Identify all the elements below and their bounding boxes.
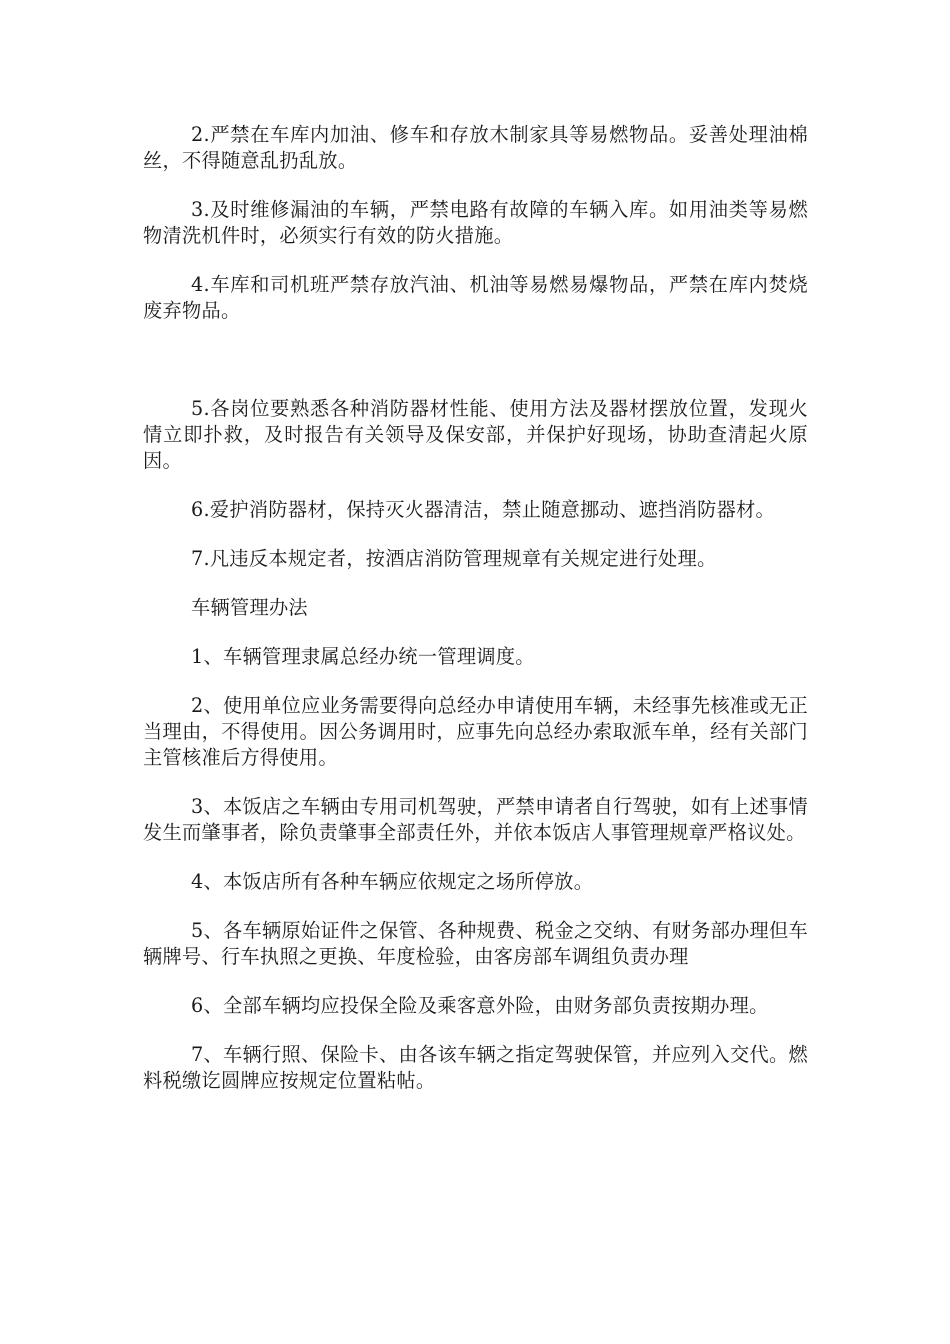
paragraph-fire-rule-7: 7.凡违反本规定者，按酒店消防管理规章有关规定进行处理。 — [191, 547, 717, 570]
paragraph-vehicle-rule-7: 7、车辆行照、保险卡、由各该车辆之指定驾驶保管，并应列入交代。燃料税缴讫圆牌应按规定位置粘帖。 — [143, 1043, 808, 1092]
paragraph-fire-rule-2: 2.严禁在车库内加油、修车和存放木制家具等易燃物品。妥善处理油棉丝，不得随意乱扔乱放。 — [143, 123, 808, 172]
paragraph-gap — [143, 670, 808, 693]
paragraph-gap — [143, 771, 808, 794]
document-body — [143, 122, 808, 1094]
paragraph-gap — [143, 846, 808, 869]
paragraph-fire-rule-3: 3.及时维修漏油的车辆，严禁电路有故障的车辆入库。如用油类等易燃物清洗机件时，必须实行有效的防火措施。 — [143, 198, 808, 247]
paragraph-vehicle-rule-6: 6、全部车辆均应投保全险及乘客意外险，由财务部负责按期办理。 — [191, 994, 769, 1017]
paragraph-gap — [143, 474, 808, 497]
paragraph-gap — [143, 572, 808, 595]
paragraph-gap — [143, 1019, 808, 1042]
paragraph-vehicle-rule-3: 3、本饭店之车辆由专用司机驾驶，严禁申请者自行驾驶，如有上述事情发生而肇事者，除负责肇事全部责任外，并依本饭店人事管理规章严格议处。 — [143, 795, 808, 844]
paragraph-gap — [143, 621, 808, 644]
paragraph-vehicle-rule-2: 2、使用单位应业务需要得向总经办申请使用车辆，未经事先核准或无正当理由，不得使用。因公务调用时，应事先向总经办索取派车单，经有关部门主管核准后方得使用。 — [143, 694, 808, 769]
paragraph-fire-rule-4: 4.车库和司机班严禁存放汽油、机油等易燃易爆物品，严禁在库内焚烧废弃物品。 — [143, 273, 808, 322]
section-heading: 车辆管理办法 — [191, 596, 308, 619]
paragraph-fire-rule-6: 6.爱护消防器材，保持灭火器清洁，禁止随意挪动、遮挡消防器材。 — [191, 498, 776, 521]
paragraph-vehicle-rule-4: 4、本饭店所有各种车辆应依规定之场所停放。 — [191, 870, 594, 893]
paragraph-gap — [143, 970, 808, 993]
paragraph-vehicle-rule-5: 5、各车辆原始证件之保管、各种规费、税金之交纳、有财务部办理但车辆牌号、行车执照之更换、年度检验，由客房部车调组负责办理 — [143, 919, 808, 968]
paragraph-fire-rule-5: 5.各岗位要熟悉各种消防器材性能、使用方法及器材摆放位置，发现火情立即扑救，及时报告有关领导及保安部，并保护好现场，协助查清起火原因。 — [143, 397, 808, 472]
paragraph-gap — [143, 895, 808, 918]
paragraph-gap — [143, 174, 808, 197]
paragraph-gap — [143, 523, 808, 546]
paragraph-vehicle-rule-1: 1、车辆管理隶属总经办统一管理调度。 — [191, 645, 535, 668]
paragraph-gap — [143, 249, 808, 272]
section-gap — [143, 324, 808, 396]
